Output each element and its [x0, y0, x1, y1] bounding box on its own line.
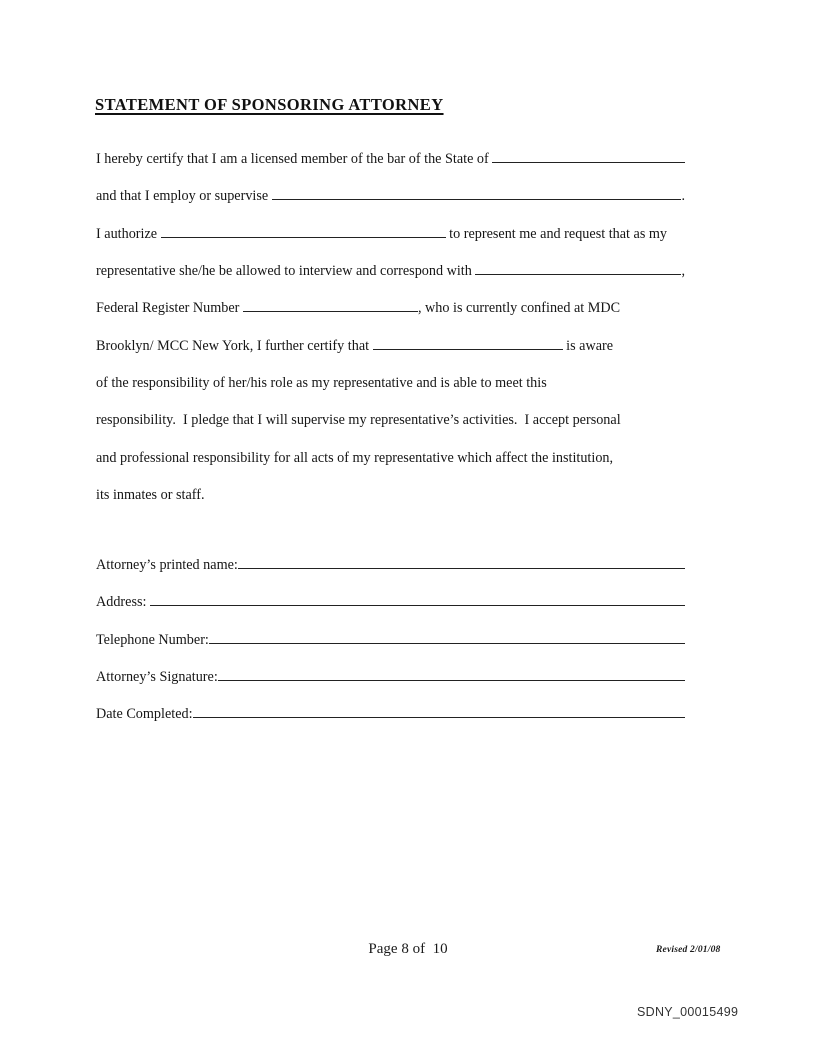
revision-note: Revised 2/01/08 — [656, 945, 721, 955]
text-run: . — [681, 188, 685, 205]
text-run: and that I employ or supervise — [96, 188, 272, 205]
field-blank-line — [238, 566, 685, 569]
body-line — [96, 253, 685, 290]
body-line — [96, 290, 685, 327]
field-row — [96, 696, 685, 733]
field-blank-line — [150, 603, 685, 606]
field-label: Attorney’s Signature: — [96, 669, 218, 686]
field-label: Address: — [96, 594, 150, 611]
text-run: of the responsibility of her/his role as my representative and is able to meet this — [96, 375, 547, 392]
page-title: STATEMENT OF SPONSORING ATTORNEY — [95, 95, 444, 114]
blank-line — [161, 235, 446, 238]
text-run: , who is currently confined at MDC — [417, 300, 621, 317]
text-run: I authorize — [96, 225, 161, 242]
text-run: Brooklyn/ MCC New York, I further certify that — [96, 337, 373, 354]
page-number: Page 8 of 10 — [368, 941, 448, 957]
field-label: Date Completed: — [96, 706, 193, 723]
body-line — [96, 178, 685, 215]
text-run: , — [681, 263, 685, 280]
blank-line — [492, 160, 685, 163]
body-line — [96, 328, 685, 365]
text-run: to represent me and request that as my — [445, 225, 668, 242]
field-blank-line — [209, 641, 685, 644]
body-line — [96, 141, 685, 178]
body-line — [96, 216, 685, 253]
signature-fields — [96, 547, 685, 734]
body-line — [96, 365, 685, 402]
field-row — [96, 622, 685, 659]
body-line — [96, 440, 685, 477]
bates-stamp: SDNY_00015499 — [637, 1005, 739, 1019]
field-label: Attorney’s printed name: — [96, 557, 238, 573]
field-row — [96, 584, 685, 621]
field-row — [96, 659, 685, 696]
body-paragraph — [96, 141, 685, 514]
field-blank-line — [218, 678, 685, 681]
field-blank-line — [193, 715, 685, 718]
body-line — [96, 477, 685, 514]
text-run: its inmates or staff. — [96, 487, 205, 504]
field-row — [96, 547, 685, 584]
blank-line — [373, 347, 563, 350]
text-run: I hereby certify that I am a licensed member of the bar of the State of — [96, 151, 493, 167]
text-run: representative she/he be allowed to interview and correspond with — [96, 263, 476, 280]
blank-line — [272, 197, 682, 200]
body-line — [96, 402, 685, 439]
text-run: Federal Register Number — [96, 300, 243, 317]
blank-line — [243, 309, 418, 312]
blank-line — [475, 272, 681, 275]
text-run: responsibility. I pledge that I will supervise my representative’s activities. I accept personal — [96, 412, 621, 429]
text-run: is aware — [562, 337, 614, 354]
text-run: and professional responsibility for all acts of my representative which affect the institution, — [96, 449, 614, 466]
field-label: Telephone Number: — [96, 631, 209, 648]
